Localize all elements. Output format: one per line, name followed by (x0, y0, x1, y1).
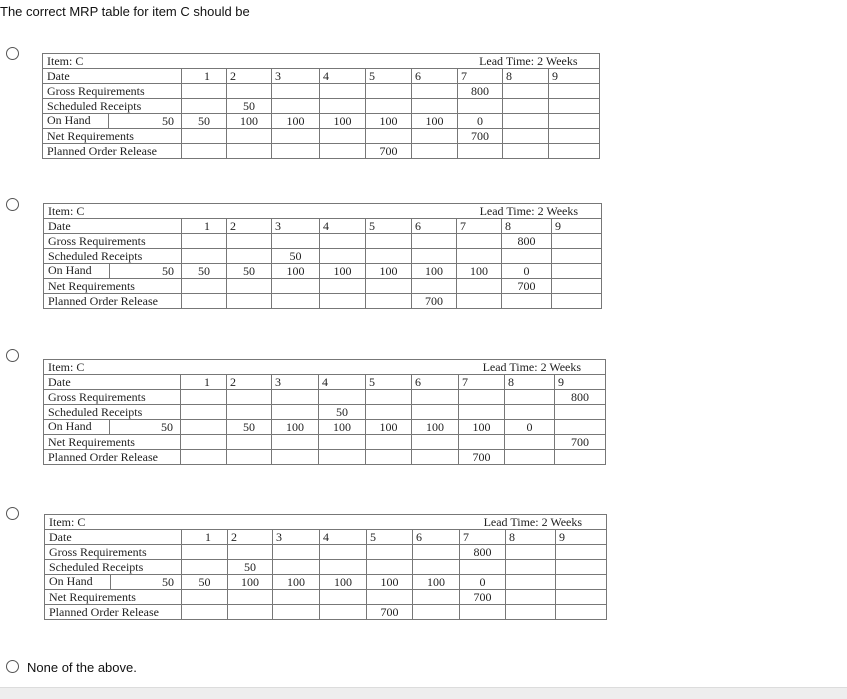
scheduled-cell (549, 99, 600, 114)
week-header: 2 (228, 530, 273, 545)
on-hand-cell: 100 (319, 420, 366, 435)
gross-cell: 800 (460, 545, 506, 560)
net-cell (412, 435, 459, 450)
item-label: Item: C (44, 360, 459, 375)
net-cell (457, 279, 502, 294)
gross-label: Gross Requirements (44, 390, 181, 405)
on-hand-cell: 0 (505, 420, 555, 435)
week-header: 7 (457, 219, 502, 234)
option-3-radio[interactable] (6, 349, 19, 362)
scheduled-cell (412, 99, 458, 114)
gross-cell (272, 390, 319, 405)
on-hand-cell (552, 264, 602, 279)
gross-label: Gross Requirements (44, 234, 182, 249)
planned-cell (320, 605, 367, 620)
planned-cell (228, 605, 273, 620)
on-hand-cell (549, 114, 600, 129)
gross-cell (227, 84, 272, 99)
on-hand-cell (555, 420, 606, 435)
item-label: Item: C (43, 54, 458, 69)
week-header: 8 (506, 530, 556, 545)
gross-cell (227, 234, 272, 249)
on-hand-cell: 50 (182, 114, 227, 129)
week-header: 1 (182, 530, 228, 545)
net-cell (412, 279, 457, 294)
week-header: 3 (272, 219, 320, 234)
week-header: 3 (273, 530, 320, 545)
gross-cell (412, 84, 458, 99)
net-cell (319, 435, 366, 450)
scheduled-cell (272, 99, 320, 114)
planned-cell (272, 450, 319, 465)
scheduled-cell (459, 405, 505, 420)
net-label: Net Requirements (44, 279, 182, 294)
net-cell (552, 279, 602, 294)
net-cell (228, 590, 273, 605)
on-hand-label: On Hand (48, 264, 110, 278)
scheduled-cell (412, 249, 457, 264)
on-hand-cell: 100 (228, 575, 273, 590)
none-of-the-above-label: None of the above. (27, 660, 137, 675)
item-label: Item: C (45, 515, 460, 530)
week-header: 8 (503, 69, 549, 84)
net-cell (272, 129, 320, 144)
gross-cell (367, 545, 413, 560)
on-hand-cell: 100 (459, 420, 505, 435)
scheduled-label: Scheduled Receipts (44, 249, 182, 264)
net-label: Net Requirements (45, 590, 182, 605)
on-hand-cell: 0 (502, 264, 552, 279)
on-hand-cell: 100 (457, 264, 502, 279)
gross-cell (273, 545, 320, 560)
on-hand-cell: 100 (413, 575, 460, 590)
on-hand-initial: 50 (162, 264, 174, 278)
planned-cell (227, 450, 272, 465)
gross-cell (366, 390, 412, 405)
on-hand-cell: 100 (272, 420, 319, 435)
date-label: Date (44, 219, 182, 234)
planned-cell (552, 294, 602, 309)
week-header: 7 (460, 530, 506, 545)
on-hand-label: On Hand (47, 114, 109, 128)
on-hand-cell: 100 (412, 420, 459, 435)
date-label: Date (45, 530, 182, 545)
net-cell (505, 435, 555, 450)
gross-cell (272, 84, 320, 99)
net-cell (181, 435, 227, 450)
gross-label: Gross Requirements (45, 545, 182, 560)
week-header: 5 (367, 530, 413, 545)
week-header: 7 (458, 69, 503, 84)
net-cell (413, 590, 460, 605)
scheduled-cell (181, 405, 227, 420)
planned-cell (366, 450, 412, 465)
on-hand-cell: 100 (227, 114, 272, 129)
item-label: Item: C (44, 204, 457, 219)
planned-cell (182, 144, 227, 159)
gross-cell (319, 390, 366, 405)
scheduled-cell (227, 249, 272, 264)
week-header: 3 (272, 69, 320, 84)
mrp-table-option-2 (43, 203, 602, 309)
planned-cell (555, 450, 606, 465)
on-hand-cell: 0 (460, 575, 506, 590)
on-hand-cell: 100 (320, 264, 366, 279)
lead-time-label: Lead Time: 2 Weeks (460, 515, 607, 530)
net-cell (320, 590, 367, 605)
gross-cell (182, 545, 228, 560)
scheduled-label: Scheduled Receipts (45, 560, 182, 575)
planned-label: Planned Order Release (44, 294, 182, 309)
gross-cell (506, 545, 556, 560)
lead-time-label: Lead Time: 2 Weeks (458, 54, 600, 69)
net-cell (459, 435, 505, 450)
planned-cell (549, 144, 600, 159)
week-header: 4 (319, 375, 366, 390)
week-header: 2 (227, 219, 272, 234)
week-header: 8 (505, 375, 555, 390)
gross-cell (459, 390, 505, 405)
planned-cell: 700 (367, 605, 413, 620)
on-hand-cell: 100 (366, 420, 412, 435)
option-1-radio[interactable] (6, 47, 19, 60)
week-header: 5 (366, 219, 412, 234)
on-hand-initial: 50 (162, 575, 174, 589)
planned-cell: 700 (412, 294, 457, 309)
planned-cell (319, 450, 366, 465)
on-hand-cell: 100 (366, 114, 412, 129)
scheduled-cell (556, 560, 607, 575)
planned-cell (227, 144, 272, 159)
on-hand-label-cell (44, 420, 181, 435)
planned-cell (412, 144, 458, 159)
on-hand-cell: 0 (458, 114, 503, 129)
on-hand-cell: 100 (273, 575, 320, 590)
scheduled-cell (505, 405, 555, 420)
scheduled-cell (413, 560, 460, 575)
week-header: 1 (181, 375, 227, 390)
week-header: 9 (552, 219, 602, 234)
gross-cell (505, 390, 555, 405)
gross-cell (182, 234, 227, 249)
on-hand-cell (556, 575, 607, 590)
none-of-the-above-radio[interactable] (6, 660, 19, 673)
gross-cell (228, 545, 273, 560)
planned-cell (460, 605, 506, 620)
net-cell (182, 129, 227, 144)
option-2-radio[interactable] (6, 198, 19, 211)
week-header: 6 (412, 219, 457, 234)
planned-label: Planned Order Release (45, 605, 182, 620)
gross-cell (556, 545, 607, 560)
scheduled-label: Scheduled Receipts (44, 405, 181, 420)
gross-cell (227, 390, 272, 405)
scheduled-cell (182, 99, 227, 114)
gross-cell (272, 234, 320, 249)
net-cell (320, 129, 366, 144)
scheduled-cell (506, 560, 556, 575)
planned-label: Planned Order Release (43, 144, 182, 159)
scheduled-cell (552, 249, 602, 264)
planned-cell (182, 294, 227, 309)
planned-label: Planned Order Release (44, 450, 181, 465)
week-header: 9 (556, 530, 607, 545)
planned-cell (503, 144, 549, 159)
planned-cell (412, 450, 459, 465)
planned-cell (181, 450, 227, 465)
week-header: 5 (366, 69, 412, 84)
scheduled-cell (182, 249, 227, 264)
net-cell (367, 590, 413, 605)
date-label: Date (43, 69, 182, 84)
lead-time-label: Lead Time: 2 Weeks (459, 360, 606, 375)
gross-cell (549, 84, 600, 99)
scheduled-cell (366, 249, 412, 264)
on-hand-cell: 100 (412, 114, 458, 129)
planned-cell (457, 294, 502, 309)
planned-cell (556, 605, 607, 620)
week-header: 8 (502, 219, 552, 234)
on-hand-cell (503, 114, 549, 129)
lead-time-label: Lead Time: 2 Weeks (457, 204, 602, 219)
net-cell (366, 279, 412, 294)
on-hand-cell: 50 (227, 264, 272, 279)
week-header: 9 (555, 375, 606, 390)
net-cell (506, 590, 556, 605)
planned-cell (273, 605, 320, 620)
week-header: 1 (182, 219, 227, 234)
scheduled-cell (412, 405, 459, 420)
on-hand-cell: 100 (320, 114, 366, 129)
date-label: Date (44, 375, 181, 390)
gross-cell (503, 84, 549, 99)
scheduled-cell (503, 99, 549, 114)
gross-cell: 800 (458, 84, 503, 99)
net-label: Net Requirements (43, 129, 182, 144)
on-hand-cell (506, 575, 556, 590)
scheduled-cell (272, 405, 319, 420)
planned-cell (320, 294, 366, 309)
gross-cell (457, 234, 502, 249)
planned-cell (227, 294, 272, 309)
net-cell (272, 279, 320, 294)
planned-cell: 700 (366, 144, 412, 159)
gross-cell (320, 234, 366, 249)
planned-cell (502, 294, 552, 309)
net-cell (412, 129, 458, 144)
net-cell (227, 435, 272, 450)
net-cell (273, 590, 320, 605)
scheduled-cell: 50 (227, 99, 272, 114)
on-hand-cell: 50 (182, 575, 228, 590)
week-header: 5 (366, 375, 412, 390)
scheduled-cell (457, 249, 502, 264)
week-header: 6 (412, 375, 459, 390)
on-hand-cell: 100 (366, 264, 412, 279)
mrp-table-option-3 (43, 359, 606, 465)
net-cell (227, 279, 272, 294)
on-hand-cell: 100 (272, 264, 320, 279)
on-hand-cell (181, 420, 227, 435)
scheduled-cell (273, 560, 320, 575)
on-hand-cell: 100 (320, 575, 367, 590)
scheduled-cell: 50 (319, 405, 366, 420)
gross-cell (366, 84, 412, 99)
gross-cell (412, 234, 457, 249)
scheduled-cell (366, 99, 412, 114)
on-hand-cell: 50 (182, 264, 227, 279)
on-hand-initial: 50 (161, 420, 173, 434)
planned-cell (182, 605, 228, 620)
on-hand-cell: 100 (412, 264, 457, 279)
net-label: Net Requirements (44, 435, 181, 450)
week-header: 4 (320, 219, 366, 234)
scheduled-cell (458, 99, 503, 114)
mrp-table-option-1 (42, 53, 600, 159)
scheduled-cell (366, 405, 412, 420)
gross-cell (366, 234, 412, 249)
week-header: 4 (320, 530, 367, 545)
week-header: 9 (549, 69, 600, 84)
gross-label: Gross Requirements (43, 84, 182, 99)
week-header: 4 (320, 69, 366, 84)
week-header: 6 (412, 69, 458, 84)
scheduled-cell (460, 560, 506, 575)
scheduled-cell: 50 (228, 560, 273, 575)
on-hand-cell: 100 (272, 114, 320, 129)
week-header: 6 (413, 530, 460, 545)
net-cell (503, 129, 549, 144)
planned-cell (505, 450, 555, 465)
scheduled-label: Scheduled Receipts (43, 99, 182, 114)
option-4-radio[interactable] (6, 507, 19, 520)
scheduled-cell: 50 (272, 249, 320, 264)
gross-cell: 800 (555, 390, 606, 405)
on-hand-label: On Hand (48, 420, 110, 434)
planned-cell (272, 144, 320, 159)
planned-cell (413, 605, 460, 620)
planned-cell (272, 294, 320, 309)
on-hand-label-cell (44, 264, 182, 279)
gross-cell (320, 545, 367, 560)
net-cell (272, 435, 319, 450)
net-cell: 700 (460, 590, 506, 605)
gross-cell (181, 390, 227, 405)
net-cell (366, 129, 412, 144)
net-cell: 700 (458, 129, 503, 144)
gross-cell (320, 84, 366, 99)
scheduled-cell (320, 249, 366, 264)
scheduled-cell (367, 560, 413, 575)
scheduled-cell (320, 99, 366, 114)
on-hand-initial: 50 (162, 114, 174, 128)
week-header: 2 (227, 375, 272, 390)
planned-cell (506, 605, 556, 620)
gross-cell (412, 390, 459, 405)
planned-cell: 700 (459, 450, 505, 465)
net-cell (549, 129, 600, 144)
net-cell: 700 (502, 279, 552, 294)
week-header: 3 (272, 375, 319, 390)
net-cell (182, 279, 227, 294)
planned-cell (366, 294, 412, 309)
net-cell (227, 129, 272, 144)
scheduled-cell (182, 560, 228, 575)
week-header: 1 (182, 69, 227, 84)
scheduled-cell (502, 249, 552, 264)
on-hand-cell: 50 (227, 420, 272, 435)
net-cell (182, 590, 228, 605)
week-header: 7 (459, 375, 505, 390)
gross-cell (413, 545, 460, 560)
net-cell (320, 279, 366, 294)
scheduled-cell (320, 560, 367, 575)
week-header: 2 (227, 69, 272, 84)
gross-cell: 800 (502, 234, 552, 249)
gross-cell (182, 84, 227, 99)
question-text: The correct MRP table for item C should be (0, 4, 250, 19)
gross-cell (552, 234, 602, 249)
on-hand-label-cell (43, 114, 182, 129)
net-cell (366, 435, 412, 450)
on-hand-label-cell (45, 575, 182, 590)
planned-cell (458, 144, 503, 159)
net-cell: 700 (555, 435, 606, 450)
mrp-table-option-4 (44, 514, 607, 620)
on-hand-label: On Hand (49, 575, 111, 589)
scheduled-cell (555, 405, 606, 420)
net-cell (556, 590, 607, 605)
planned-cell (320, 144, 366, 159)
scheduled-cell (227, 405, 272, 420)
on-hand-cell: 100 (367, 575, 413, 590)
bottom-bar (0, 687, 847, 699)
